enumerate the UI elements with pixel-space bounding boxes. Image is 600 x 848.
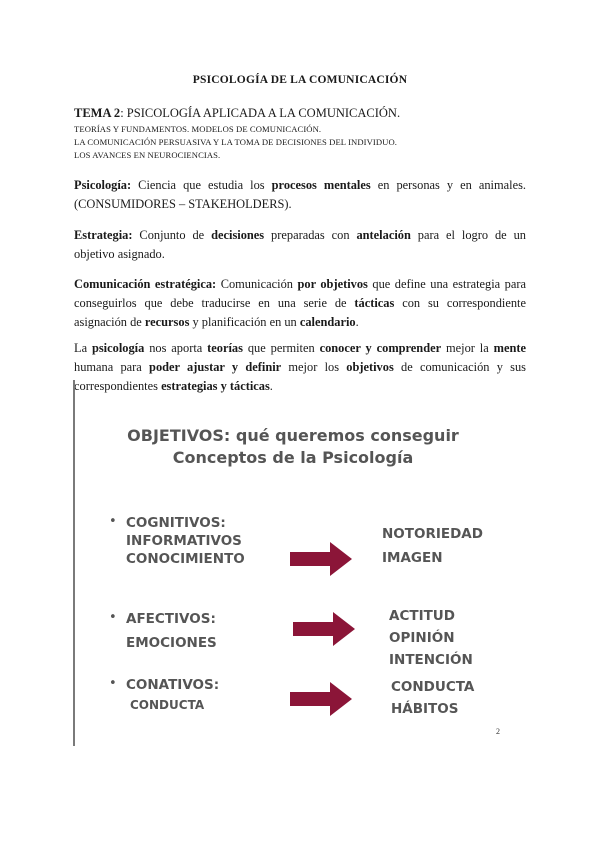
text-line: CONDUCTA [130, 698, 205, 712]
text-line: CONDUCTA [391, 679, 475, 695]
topic-heading [74, 106, 400, 121]
text-line: NOTORIEDAD [382, 526, 483, 542]
bold-span: antelación [356, 228, 411, 242]
term-psicologia: Psicología: [74, 178, 132, 192]
text-span: en personas y en animales. (CONSUMIDORES – STAKEHOLDERS). [74, 178, 526, 211]
paragraph-comunicacion-estrategica [74, 275, 526, 332]
bullet-icon: • [109, 514, 117, 529]
bullet-icon: • [109, 610, 117, 625]
text-span: mejor la [441, 341, 494, 355]
text-line: HÁBITOS [391, 701, 459, 717]
arrow-right-icon [290, 682, 352, 716]
text-span: de comunicación y sus correspondientes [74, 360, 526, 393]
slide-label-afectivos [126, 610, 217, 652]
topic-text: : PSICOLOGÍA APLICADA A LA COMUNICACIÓN. [120, 106, 401, 120]
text-line: ACTITUD [389, 608, 455, 624]
bold-span: poder ajustar y definir [149, 360, 282, 374]
paragraph-estrategia [74, 226, 526, 264]
embedded-slide [73, 380, 513, 748]
subtopic-2: LA COMUNICACIÓN PERSUASIVA Y LA TOMA DE DECISIONES DEL INDIVIDUO. [74, 137, 398, 147]
document-title: PSICOLOGÍA DE LA COMUNICACIÓN [192, 74, 408, 86]
topic-label: TEMA 2 [74, 106, 121, 120]
bold-span: procesos mentales [271, 178, 371, 192]
bold-span: objetivos [346, 360, 394, 374]
bold-span: psicología [91, 341, 145, 355]
term-comunicacion-estrategica: Comunicación estratégica: [74, 277, 217, 291]
arrow-right-icon [293, 612, 355, 646]
text-span: que define una estrategia para conseguirlos que debe traducirse en una serie de [74, 277, 526, 310]
text-line: CONOCIMIENTO [126, 551, 245, 567]
bold-span: recursos [144, 315, 190, 329]
text-line: CONATIVOS: [126, 677, 220, 693]
text-span: . [355, 315, 359, 329]
bold-span: tácticas [354, 296, 395, 310]
bold-span: mente [493, 341, 526, 355]
text-line: OPINIÓN [389, 630, 455, 646]
text-span: nos aporta [144, 341, 208, 355]
text-span: humana para [74, 360, 150, 374]
bullet-icon: • [109, 676, 117, 691]
paragraph-psicologia [74, 176, 526, 214]
text-line: AFECTIVOS: [126, 611, 216, 627]
slide-page-number: 2 [496, 727, 500, 736]
text-span: con su correspondiente asignación de [74, 296, 526, 329]
slide-title-line-2: Conceptos de la Psicología [172, 448, 414, 467]
bold-span: por objetivos [297, 277, 368, 291]
slide-label-conativos [126, 676, 219, 714]
bold-span: calendario [299, 315, 356, 329]
text-span: . [269, 379, 273, 393]
slide-result-conativos [391, 678, 474, 718]
bold-span: decisiones [211, 228, 265, 242]
text-span: mejor los [281, 360, 347, 374]
subtopic-3: LOS AVANCES EN NEUROCIENCIAS. [74, 150, 221, 160]
arrow-right-icon [290, 542, 352, 576]
text-span: La [74, 341, 92, 355]
slide-label-cognitivos [126, 514, 245, 568]
text-span: para el logro de un objetivo asignado. [74, 228, 526, 261]
slide-result-cognitivos [382, 525, 483, 567]
text-line: IMAGEN [382, 550, 443, 566]
term-estrategia: Estrategia: [74, 228, 133, 242]
slide-result-afectivos [389, 607, 473, 669]
text-line: EMOCIONES [126, 635, 217, 651]
slide-title-line-1: OBJETIVOS: qué queremos conseguir [127, 426, 459, 445]
bold-span: teorías [207, 341, 243, 355]
text-line: INFORMATIVOS [126, 533, 242, 549]
text-span: que permiten [242, 341, 320, 355]
text-span: Comunicación [216, 277, 298, 291]
text-span: Ciencia que estudia los [131, 178, 272, 192]
subtopic-1: TEORÍAS Y FUNDAMENTOS. MODELOS DE COMUNICACIÓN. [74, 124, 322, 134]
text-line: INTENCIÓN [389, 652, 473, 668]
text-span: Conjunto de [132, 228, 212, 242]
text-span: y planificación en un [189, 315, 300, 329]
bold-span: estrategias y tácticas [161, 379, 270, 393]
text-line: COGNITIVOS: [126, 515, 226, 531]
text-span: preparadas con [264, 228, 357, 242]
bold-span: conocer y comprender [319, 341, 442, 355]
